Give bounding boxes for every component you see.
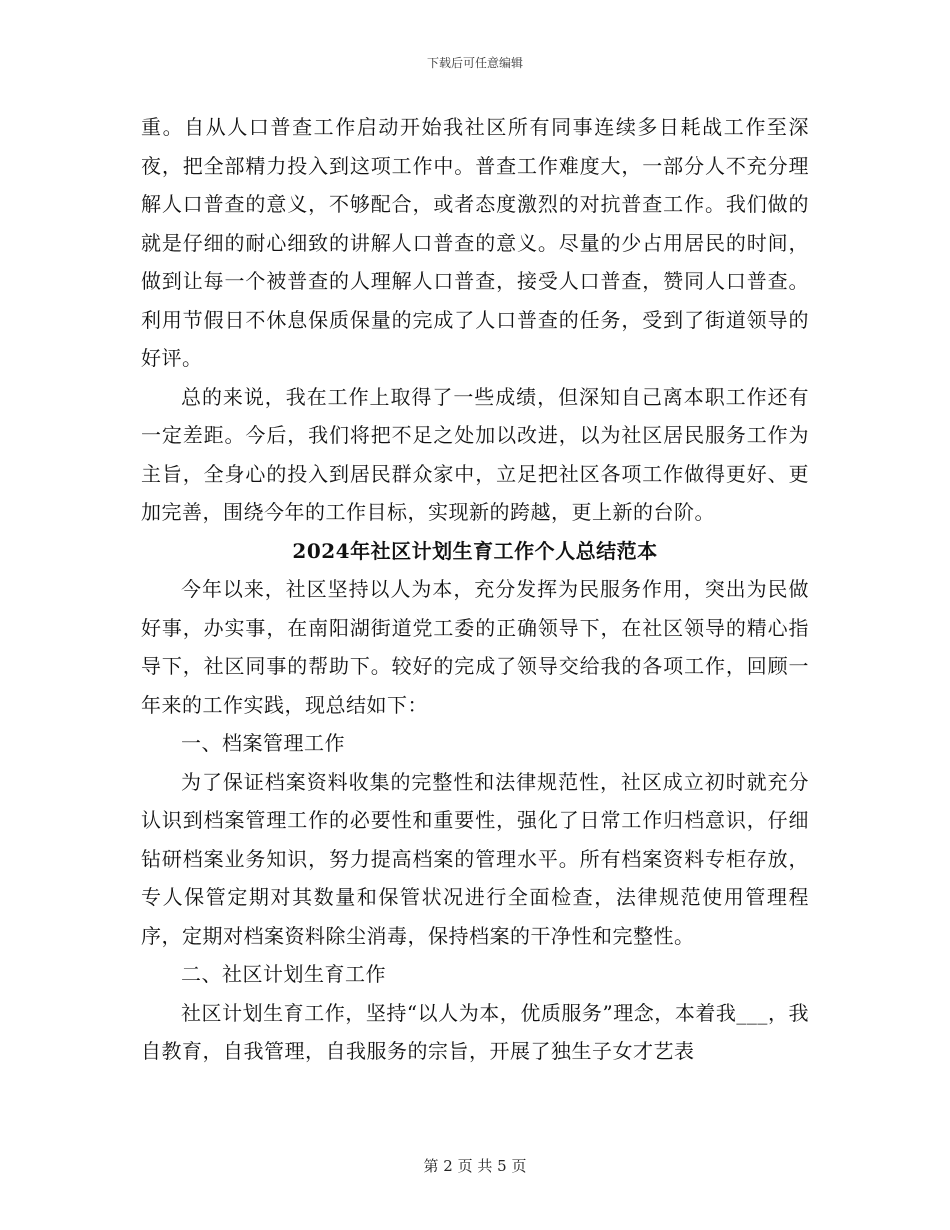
document-body (141, 108, 809, 1071)
section-title: 2024年社区计划生育工作个人总结范本 (292, 538, 658, 563)
heading-family-planning: 二、社区计划生育工作 (181, 962, 386, 986)
paragraph-continuation: 重。自从人口普查工作启动开始我社区所有同事连续多日耗战工作至深夜，把全部精力投入到这项工作中。普查工作难度大，一部分人不充分理解人口普查的意义，不够配合，或者态度激烈的对抗普查工作。我们做的就是仔细的耐心细致的讲解人口普查的意义。尽量的少占用居民的时间，做到让每一个被普查的人理解人口普查，接受人口普查，赞同人口普查。利用节假日不休息保质保量的完成了人口普查的任务，受到了街道领导的好评。 (141, 115, 809, 370)
paragraph-intro: 今年以来，社区坚持以人为本，充分发挥为民服务作用，突出为民做好事，办实事，在南阳湖街道党工委的正确领导下，在社区领导的精心指导下，社区同事的帮助下。较好的完成了领导交给我的各项工作，回顾一年来的工作实践，现总结如下： (141, 577, 809, 717)
paragraph-family-planning: 社区计划生育工作，坚持“以人为本，优质服务”理念，本着我___，我自教育，自我管理，自我服务的宗旨，开展了独生子女才艺表 (141, 1000, 809, 1063)
paragraph-summary: 总的来说，我在工作上取得了一些成绩，但深知自己离本职工作还有一定差距。今后，我们将把不足之处加以改进，以为社区居民服务工作为主旨，全身心的投入到居民群众家中，立足把社区各项工作做得更好、更加完善，围绕今年的工作目标，实现新的跨越，更上新的台阶。 (141, 384, 809, 524)
page-header: 下载后可任意编辑 (426, 56, 523, 70)
heading-archive-management: 一、档案管理工作 (181, 731, 345, 755)
paragraph-archive-management: 为了保证档案资料收集的完整性和法律规范性，社区成立初时就充分认识到档案管理工作的必要性和重要性，强化了日常工作归档意识，仔细钻研档案业务知识，努力提高档案的管理水平。所有档案资料专柜存放，专人保管定期对其数量和保管状况进行全面检查，法律规范使用管理程序，定期对档案资料除尘消毒，保持档案的干净性和完整性。 (141, 769, 809, 948)
page-footer: 第 2 页 共 5 页 (423, 1157, 527, 1175)
